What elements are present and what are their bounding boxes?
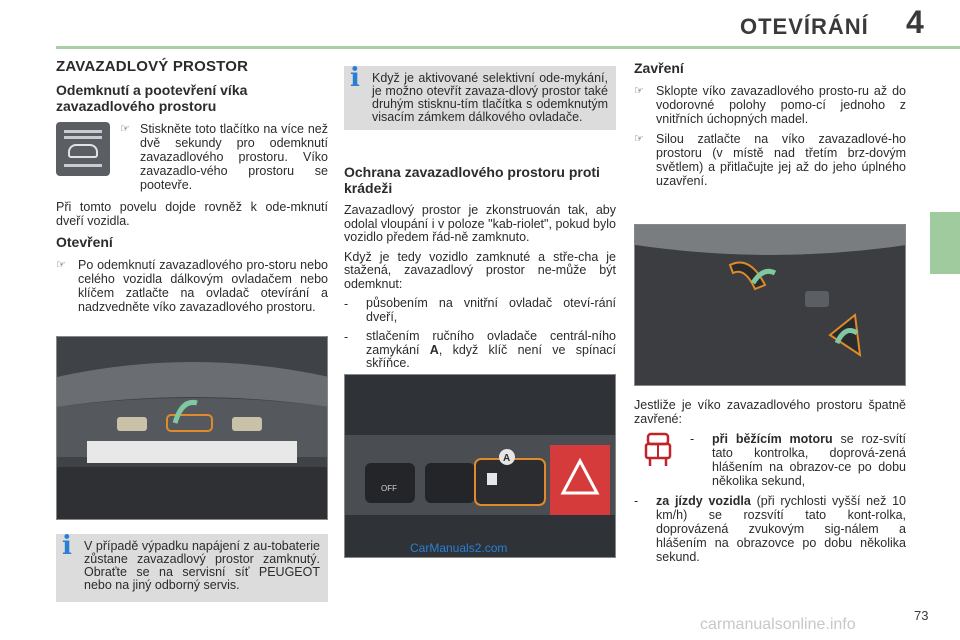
pointer-icon: ☞ (634, 85, 644, 97)
page-number: 73 (914, 608, 929, 623)
section-title: ZAVAZADLOVÝ PROSTOR (56, 58, 249, 75)
bullet-text: Sklopte víko zavazadlového prosto-ru až do vodorovné polohy pomo-cí jednoho z vnitřních úchopných madel. (656, 84, 906, 126)
off-label: OFF (381, 484, 397, 493)
dashboard-buttons-illustration (345, 375, 616, 558)
subheading-unlock: Odemknutí a pootevření víka zavazadlového prostoru (56, 82, 248, 114)
header-divider (56, 46, 960, 49)
trunk-lid-photo (56, 336, 328, 520)
trunk-interior-illustration (635, 225, 906, 386)
paragraph: Při tomto povelu dojde rovněž k ode-mknutí dveří vozidla. (56, 200, 328, 228)
chapter-number: 4 (906, 4, 924, 40)
trunk-button-icon (56, 122, 110, 176)
info-text: Když je aktivované selektivní ode-mykání, je možno otevřít zavaza-dlový prostor také druhým stisknu-tím tlačítka s odemknutým visacím zámkem dálkového ovladače. (372, 71, 608, 124)
dash-item: - za jízdy vozidla (při rychlosti vyšší než 10 km/h) se rozsvítí tato kont-rolka, doprovázená zvukovým sig-nálem a hlášením na obrazovce po dobu několika sekund. (634, 494, 906, 564)
chapter-side-tab[interactable] (930, 212, 960, 274)
column-left (56, 60, 328, 320)
bullet-item (56, 258, 328, 314)
column-right (634, 60, 906, 194)
trunk-lid-illustration (57, 337, 328, 520)
trunk-open-warning-icon (640, 430, 676, 470)
paragraph: Jestliže je víko zavazadlového prostoru špatně zavřené: (634, 398, 906, 426)
paragraph: Zavazadlový prostor je zkonstruován tak, aby odolal vloupání i v poloze "kab-riolet", pokud bylo vozidlo předem řád-ně zamknuto. (344, 203, 616, 244)
footer-watermark: carmanualsonline.info (700, 616, 856, 633)
dash-text: za jízdy vozidla (při rychlosti vyšší než 10 km/h) se rozsvítí tato kont-rolka, doprovázená zvukovým sig-nálem a hlášením na obrazovce po dobu několika sekund. (656, 494, 906, 564)
central-locking-photo (344, 374, 616, 558)
chapter-title: OTEVÍRÁNÍ (740, 14, 869, 39)
watermark: CarManuals2.com (410, 541, 508, 555)
bullet-text: Stiskněte toto tlačítko na více než dvě sekundy pro odemknutí zavazadlového prostoru. Víko zavazadlo-vého prostoru se pootevře. (140, 122, 328, 192)
dash-text: stlačením ručního ovladače centrál-ního zamykání A, když klíč není ve spínací skříňce. (366, 329, 616, 370)
pointer-icon: ☞ (56, 259, 66, 271)
pointer-icon: ☞ (634, 133, 644, 145)
bullet-item (634, 132, 906, 188)
column-middle (344, 164, 616, 377)
info-icon: i (350, 63, 360, 93)
dash-text: působením na vnitřní ovladač oteví-rání dveří, (366, 296, 616, 324)
dash-item: - působením na vnitřní ovladač oteví-rání dveří, (344, 296, 616, 324)
info-note-battery (56, 531, 328, 602)
bullet-text: Silou zatlačte na víko zavazadlové-ho prostoru (v místě nad třetím brz-dovým světlem) a přitlačujte jej až do jeho úplného uzavření. (656, 132, 906, 188)
bullet-text: Po odemknutí zavazadlového pro-storu nebo celého vozidla dálkovým ovladačem nebo klíčem zatlačte na ovladač otevírání a nadzvedněte víko zavazadlového prostoru. (78, 258, 328, 314)
dash-item: - stlačením ručního ovladače centrál-ního zamykání A, když klíč není ve spínací skříňce. (344, 329, 616, 370)
info-icon: i (62, 531, 72, 561)
label-a: A (503, 453, 511, 464)
bullet-item (634, 84, 906, 126)
paragraph: Když je tedy vozidlo zamknuté a stře-cha je stažená, zavazadlový prostor ne-může být odemknut: (344, 249, 616, 291)
column-right-lower (634, 398, 906, 570)
pointer-icon: ☞ (120, 123, 130, 135)
info-note-selective-unlock (344, 63, 616, 130)
dash-text: při běžícím motoru se roz-svítí tato kontrolka, doprová-zená hlášením na obrazov-ce po dobu několika sekund, (712, 432, 906, 488)
unlock-instruction (56, 122, 328, 192)
subheading-theft-protection: Ochrana zavazadlového prostoru proti krádeži (344, 164, 600, 196)
subheading-open: Otevření (56, 234, 113, 250)
subheading-close: Zavření (634, 60, 684, 76)
info-text: V případě výpadku napájení z au-tobaterie zůstane zavazadlový prostor zamknutý. Obraťte se na servisní síť PEUGEOT nebo na jiný odborný servis. (84, 539, 320, 592)
dash-item: - při běžícím motoru se roz-svítí tato kontrolka, doprová-zená hlášením na obrazov-ce po dobu několika sekund, (690, 432, 906, 488)
trunk-interior-photo (634, 224, 906, 386)
